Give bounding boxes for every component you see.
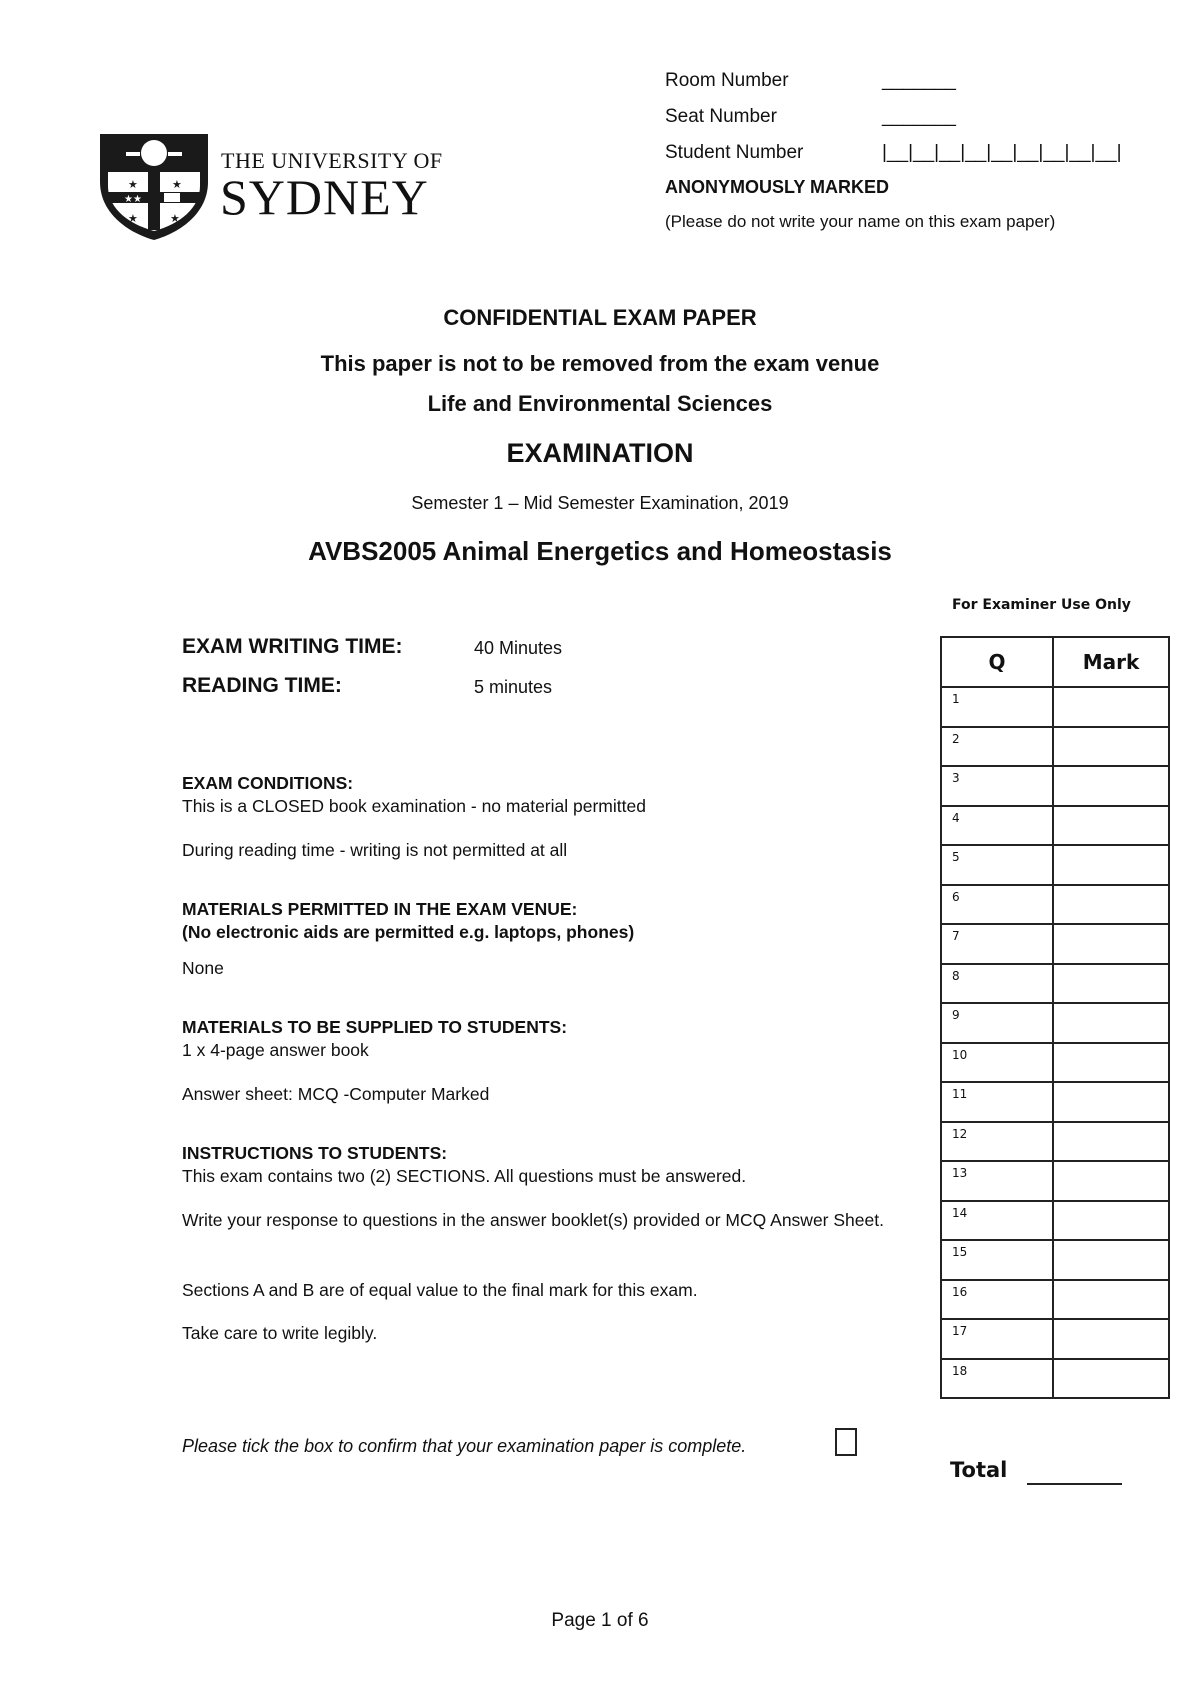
mark-entry-cell[interactable] [1053,885,1169,925]
mark-entry-cell[interactable] [1053,1201,1169,1241]
university-logo [96,130,443,242]
mark-table-row [941,727,1169,767]
mark-entry-cell[interactable] [1053,766,1169,806]
question-number-cell: 14 [941,1201,1053,1241]
faculty-name: Life and Environmental Sciences [427,391,773,416]
semester-line: Semester 1 – Mid Semester Examination, 2019 [411,493,789,513]
reading-time-value: 5 minutes [474,677,553,697]
mark-table-row [941,1003,1169,1043]
question-number-cell: 17 [941,1319,1053,1359]
svg-text:★: ★ [128,212,138,225]
mark-table-row [941,1280,1169,1320]
exam-conditions-line2: During reading time - writing is not permitted at all [182,840,568,860]
question-number-cell: 2 [941,727,1053,767]
question-number-cell: 7 [941,924,1053,964]
logo-text-line1: THE UNIVERSITY OF [221,148,443,173]
writing-time-label: EXAM WRITING TIME: [182,635,403,658]
examiner-mark-table [940,636,1170,1399]
mark-table-row [941,687,1169,727]
logo-text-line2: SYDNEY [220,169,429,225]
materials-supplied-line1: 1 x 4-page answer book [182,1040,369,1060]
mark-table-row [941,1201,1169,1241]
mark-entry-cell[interactable] [1053,806,1169,846]
mark-table-row [941,1082,1169,1122]
mark-table-row [941,885,1169,925]
mark-table-row [941,845,1169,885]
room-number-field[interactable]: _______ [882,70,956,91]
mark-table-row [941,1161,1169,1201]
materials-permitted-subheading: (No electronic aids are permitted e.g. laptops, phones) [182,922,635,942]
seat-number-label: Seat Number [665,106,777,127]
writing-time-value: 40 Minutes [474,638,563,658]
mark-table-row [941,806,1169,846]
question-number-cell: 15 [941,1240,1053,1280]
materials-permitted-heading: MATERIALS PERMITTED IN THE EXAM VENUE: [182,899,578,919]
mark-table-row [941,1240,1169,1280]
mark-table-row [941,1319,1169,1359]
mark-entry-cell[interactable] [1053,1122,1169,1162]
exam-conditions-heading: EXAM CONDITIONS: [182,773,354,793]
confidential-heading: CONFIDENTIAL EXAM PAPER [443,305,757,330]
mark-entry-cell[interactable] [1053,687,1169,727]
mark-table-row [941,1043,1169,1083]
mark-entry-cell[interactable] [1053,1043,1169,1083]
mark-table-row [941,924,1169,964]
student-number-label: Student Number [665,142,804,163]
anonymously-marked-label: ANONYMOUSLY MARKED [665,177,890,197]
question-number-cell: 6 [941,885,1053,925]
materials-supplied-heading: MATERIALS TO BE SUPPLIED TO STUDENTS: [182,1017,568,1037]
question-number-cell: 16 [941,1280,1053,1320]
mark-entry-cell[interactable] [1053,964,1169,1004]
mark-entry-cell[interactable] [1053,924,1169,964]
mark-table-row [941,1359,1169,1399]
mark-entry-cell[interactable] [1053,1280,1169,1320]
question-number-cell: 5 [941,845,1053,885]
confirm-complete-checkbox[interactable] [835,1428,857,1456]
column-header-mark: Mark [1053,637,1169,687]
examination-heading: EXAMINATION [506,438,694,468]
mark-entry-cell[interactable] [1053,727,1169,767]
instructions-line2: Write your response to questions in the answer booklet(s) provided or MCQ Answer Sheet. [182,1210,884,1230]
question-number-cell: 12 [941,1122,1053,1162]
examiner-use-title: For Examiner Use Only [952,597,1131,613]
instructions-line1: This exam contains two (2) SECTIONS. All questions must be answered. [182,1166,747,1186]
instructions-line4: Take care to write legibly. [182,1323,378,1343]
question-number-cell: 11 [941,1082,1053,1122]
svg-text:★: ★ [170,212,180,225]
materials-permitted-value: None [182,958,224,978]
total-label: Total [950,1458,1008,1482]
mark-entry-cell[interactable] [1053,1319,1169,1359]
svg-text:★★: ★★ [124,194,142,205]
mark-entry-cell[interactable] [1053,1240,1169,1280]
question-number-cell: 13 [941,1161,1053,1201]
svg-text:★: ★ [172,178,182,191]
mark-entry-cell[interactable] [1053,1359,1169,1399]
exam-conditions-line1: This is a CLOSED book examination - no material permitted [182,796,646,816]
mark-entry-cell[interactable] [1053,1161,1169,1201]
course-title: AVBS2005 Animal Energetics and Homeostasis [308,536,892,566]
question-number-cell: 10 [941,1043,1053,1083]
question-number-cell: 1 [941,687,1053,727]
page-number: Page 1 of 6 [551,1610,649,1631]
reading-time-label: READING TIME: [182,674,342,697]
not-removed-notice: This paper is not to be removed from the exam venue [320,351,880,376]
mark-table-row [941,1122,1169,1162]
total-field[interactable] [1027,1483,1122,1485]
mark-entry-cell[interactable] [1053,1003,1169,1043]
student-number-field[interactable]: |__|__|__|__|__|__|__|__|__| [882,142,1122,163]
mark-entry-cell[interactable] [1053,1082,1169,1122]
question-number-cell: 18 [941,1359,1053,1399]
seat-number-field[interactable]: _______ [882,106,956,127]
question-number-cell: 4 [941,806,1053,846]
confirm-complete-text: Please tick the box to confirm that your examination paper is complete. [182,1436,747,1456]
materials-supplied-line2: Answer sheet: MCQ -Computer Marked [182,1084,490,1104]
mark-entry-cell[interactable] [1053,845,1169,885]
column-header-q: Q [941,637,1053,687]
question-number-cell: 3 [941,766,1053,806]
question-number-cell: 8 [941,964,1053,1004]
mark-table-row [941,964,1169,1004]
university-crest-icon [96,130,212,242]
mark-table-row [941,766,1169,806]
svg-text:★: ★ [128,178,138,191]
instructions-line3: Sections A and B are of equal value to the final mark for this exam. [182,1280,698,1300]
room-number-label: Room Number [665,70,789,91]
question-number-cell: 9 [941,1003,1053,1043]
instructions-heading: INSTRUCTIONS TO STUDENTS: [182,1143,448,1163]
name-warning-note: (Please do not write your name on this exam paper) [665,212,1056,231]
